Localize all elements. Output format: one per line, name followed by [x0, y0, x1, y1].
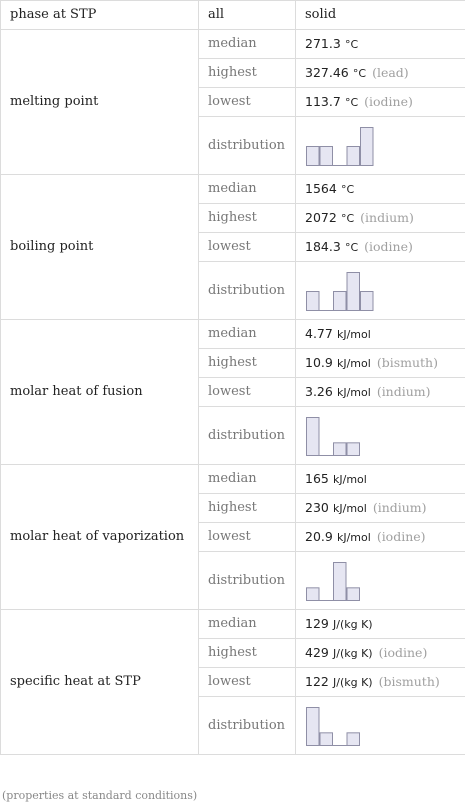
stat-value: 271.3 [305, 35, 341, 51]
histogram-bar [347, 442, 360, 455]
stat-unit: kJ/mol [333, 472, 367, 486]
stat-unit: °C [344, 240, 359, 254]
stat-value: 122 [305, 673, 329, 689]
section-row [1, 320, 465, 349]
stat-value: 10.9 [305, 354, 333, 370]
distribution-histogram [305, 125, 375, 167]
stat-value-cell [296, 494, 465, 523]
histogram-bar [361, 127, 374, 165]
histogram-bar [320, 732, 333, 745]
distribution-label: distribution [199, 262, 296, 320]
histogram-bar [307, 707, 320, 745]
stat-element-note: (bismuth) [378, 673, 440, 689]
stat-unit: J/(kg K) [333, 675, 373, 689]
stat-element-note: (lead) [372, 64, 409, 80]
property-name: specific heat at STP [1, 610, 199, 755]
histogram-bar [347, 146, 360, 165]
histogram-bar [307, 291, 320, 310]
stat-label: lowest [199, 233, 296, 262]
stat-value: 129 [305, 615, 329, 631]
stat-element-note: (indium) [376, 383, 431, 399]
stat-label: highest [199, 639, 296, 668]
section-row [1, 610, 465, 639]
histogram-bar [334, 291, 347, 310]
stat-label: highest [199, 59, 296, 88]
stat-label: highest [199, 494, 296, 523]
stat-unit: kJ/mol [336, 327, 371, 341]
stat-value: 3.26 [305, 383, 333, 399]
stat-element-note: (indium) [360, 209, 414, 225]
stat-value: 1564 [305, 180, 337, 196]
stat-label: highest [199, 204, 296, 233]
stat-value-cell [296, 610, 465, 639]
distribution-label: distribution [199, 552, 296, 610]
stat-value-cell [296, 378, 465, 407]
property-name: molar heat of fusion [1, 320, 199, 465]
distribution-label: distribution [199, 407, 296, 465]
footer-note: (properties at standard conditions) [2, 789, 198, 802]
stat-label: median [199, 175, 296, 204]
stat-unit: °C [344, 37, 359, 51]
section-row [1, 465, 465, 494]
stat-value-cell [296, 233, 465, 262]
stat-unit: kJ/mol [336, 385, 371, 399]
stat-value: 429 [305, 644, 329, 660]
histogram-bar [347, 732, 360, 745]
property-name: molar heat of vaporization [1, 465, 199, 610]
header-solid: solid [296, 1, 465, 30]
header-row [1, 1, 465, 30]
section-row [1, 30, 465, 59]
distribution-label: distribution [199, 697, 296, 755]
stat-label: lowest [199, 88, 296, 117]
stat-value-cell [296, 349, 465, 378]
distribution-histogram [305, 560, 375, 602]
stat-element-note: (iodine) [364, 238, 413, 254]
stat-unit: kJ/mol [336, 356, 371, 370]
stat-unit: J/(kg K) [333, 646, 373, 660]
stat-value-cell [296, 639, 465, 668]
stat-value: 165 [305, 470, 329, 486]
header-phase-label: phase at STP [1, 1, 199, 30]
stat-value-cell [296, 59, 465, 88]
stat-value: 20.9 [305, 528, 333, 544]
stat-value-cell [296, 320, 465, 349]
stat-value-cell [296, 465, 465, 494]
histogram-bar [347, 272, 360, 310]
histogram-bar [334, 442, 347, 455]
distribution-histogram [305, 270, 375, 312]
stat-value-cell [296, 88, 465, 117]
stat-unit: °C [340, 211, 355, 225]
stat-unit: °C [352, 66, 367, 80]
property-name: melting point [1, 30, 199, 175]
property-name: boiling point [1, 175, 199, 320]
histogram-bar [320, 146, 333, 165]
histogram-bar [361, 291, 374, 310]
distribution-cell [296, 697, 465, 755]
stat-value-cell [296, 523, 465, 552]
histogram-bar [347, 587, 360, 600]
header-all: all [199, 1, 296, 30]
stat-label: median [199, 465, 296, 494]
stat-unit: kJ/mol [336, 530, 371, 544]
distribution-histogram [305, 705, 375, 747]
stat-element-note: (bismuth) [376, 354, 438, 370]
stat-label: median [199, 610, 296, 639]
stat-label: median [199, 30, 296, 59]
stat-value: 113.7 [305, 93, 341, 109]
stat-value: 230 [305, 499, 329, 515]
stat-value-cell [296, 668, 465, 697]
stat-label: lowest [199, 378, 296, 407]
distribution-cell [296, 552, 465, 610]
distribution-label: distribution [199, 117, 296, 175]
stat-value: 327.46 [305, 64, 349, 80]
histogram-bar [307, 146, 320, 165]
distribution-cell [296, 262, 465, 320]
stat-value-cell [296, 175, 465, 204]
histogram-bar [307, 417, 320, 455]
stat-element-note: (iodine) [364, 93, 413, 109]
stat-value-cell [296, 30, 465, 59]
histogram-bar [334, 562, 347, 600]
stat-unit: J/(kg K) [333, 617, 373, 631]
stat-element-note: (iodine) [376, 528, 426, 544]
stat-label: highest [199, 349, 296, 378]
stat-value: 184.3 [305, 238, 341, 254]
stat-value: 4.77 [305, 325, 333, 341]
stat-unit: °C [340, 182, 355, 196]
stat-label: median [199, 320, 296, 349]
stat-value-cell [296, 204, 465, 233]
stat-unit: kJ/mol [333, 501, 367, 515]
distribution-cell [296, 407, 465, 465]
distribution-histogram [305, 415, 375, 457]
stat-element-note: (iodine) [378, 644, 428, 660]
histogram-bar [307, 587, 320, 600]
distribution-cell [296, 117, 465, 175]
stat-label: lowest [199, 668, 296, 697]
stat-label: lowest [199, 523, 296, 552]
stat-value: 2072 [305, 209, 337, 225]
section-row [1, 175, 465, 204]
stat-unit: °C [344, 95, 359, 109]
stat-element-note: (indium) [372, 499, 427, 515]
